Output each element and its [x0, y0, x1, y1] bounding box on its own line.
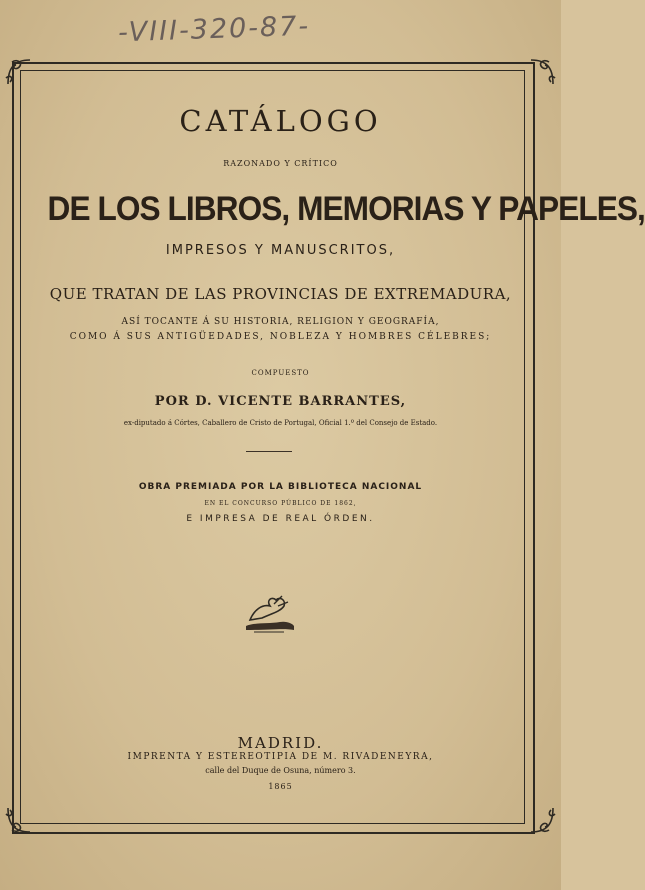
author-credentials: ex-diputado á Córtes, Caballero de Cristo de Portugal, Oficial 1.º del Consejo de Estado. — [123, 419, 438, 427]
imprint-address: calle del Duque de Osuna, número 3. — [205, 766, 356, 775]
divider-rule — [246, 451, 292, 452]
imprint-printer: IMPRENTA Y ESTEREOTIPIA DE M. RIVADENEYRA, — [127, 752, 434, 762]
printers-mark-icon — [240, 592, 298, 636]
award-line: OBRA PREMIADA POR LA BIBLIOTECA NACIONAL — [138, 482, 423, 492]
imprint-year: 1865 — [268, 782, 293, 791]
contest-line: EN EL CONCURSO PÚBLICO DE 1862, — [204, 500, 357, 507]
heading-catalogo: CATÁLOGO — [179, 104, 382, 138]
compuesto-label: COMPUESTO — [251, 369, 310, 377]
subtitle-extremadura: QUE TRATAN DE LAS PROVINCIAS DE EXTREMADURA, — [49, 285, 512, 303]
corner-ornament-icon — [4, 54, 38, 88]
corner-ornament-icon — [523, 54, 557, 88]
subtitle-impresos: IMPRESOS Y MANUSCRITOS, — [165, 243, 396, 258]
author-name: POR D. VICENTE BARRANTES, — [154, 394, 407, 409]
main-title: DE LOS LIBROS, MEMORIAS Y PAPELES, — [47, 190, 645, 228]
corner-ornament-icon — [523, 804, 557, 838]
royal-order-line: E IMPRESA DE REAL ÓRDEN. — [186, 514, 375, 524]
imprint-city: MADRID. — [237, 734, 324, 752]
inner-border-frame — [20, 70, 645, 824]
scope-line-2: COMO Á SUS ANTIGÜEDADES, NOBLEZA Y HOMBRES CÉLEBRES; — [69, 332, 492, 342]
handwritten-shelfmark: -VIII-320-87- — [117, 10, 311, 49]
corner-ornament-icon — [4, 804, 38, 838]
subheading-razonado: RAZONADO Y CRÍTICO — [223, 159, 338, 168]
scope-line-1: ASÍ TOCANTE Á SU HISTORIA, RELIGION Y GEOGRAFÍA, — [121, 317, 440, 327]
